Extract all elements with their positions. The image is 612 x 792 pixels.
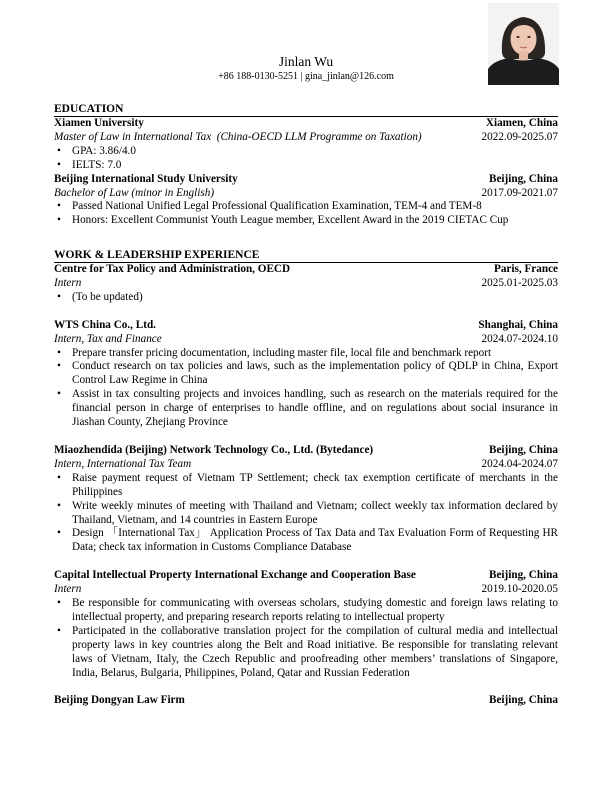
dates: 2019.10-2020.05	[481, 583, 558, 596]
bullet-item: • Write weekly minutes of meeting with Thailand and Vietnam; collect weekly tax information declared by Thailand, Vietnam, and 14 countries in Eastern Europe	[54, 500, 558, 528]
bullet-list	[54, 472, 558, 555]
school-location: Beijing, China	[488, 172, 558, 185]
bullet-list	[54, 145, 558, 173]
education-entry	[54, 173, 558, 229]
education-entry	[54, 117, 558, 173]
experience-entry	[54, 319, 558, 430]
bullet-item: • Prepare transfer pricing documentation, including master file, local file and benchmark report	[54, 347, 558, 361]
school-location: Xiamen, China	[485, 117, 558, 129]
bullet-item: • GPA: 3.86/4.0	[54, 145, 558, 159]
bullet-list	[54, 291, 558, 305]
bullet-item: • Passed National Unified Legal Professional Qualification Examination, TEM-4 and TEM-8	[54, 200, 558, 214]
organization-location: Beijing, China	[488, 569, 558, 582]
contact-info: +86 188-0130-5251 | gina_jinlan@126.com	[218, 71, 394, 82]
experience-section	[54, 248, 558, 722]
experience-entry	[54, 263, 558, 305]
bullet-list	[54, 597, 558, 680]
experience-entry	[54, 569, 558, 680]
degree: Bachelor of Law (minor in English)	[54, 186, 215, 199]
school-name: Xiamen University	[54, 117, 144, 129]
bullet-item: • IELTS: 7.0	[54, 159, 558, 173]
bullet-item: • Assist in tax consulting projects and invoices handling, such as research on the materials required for the financial person in charge of enterprises to handle offline, and on regulations about social insurance in Jiashan County, Zhejiang Province	[54, 388, 558, 430]
bullet-item: • Participated in the collaborative translation project for the compilation of cultural media and intellectual property laws in key countries along the Belt and Road initiative. Be responsible for translating relevant laws of Vietnam, Italy, the Czech Republic and proofreading other members’ translations of Singapore, India, Belarus, Bulgaria, Philippines, Poland, Qatar and Russian Federation	[54, 625, 558, 681]
bullet-list	[54, 200, 558, 228]
organization-name: Capital Intellectual Property International Exchange and Cooperation Base	[54, 569, 416, 582]
experience-entry	[54, 694, 558, 708]
job-role: Intern, Tax and Finance	[54, 332, 162, 345]
section-title-education: EDUCATION	[54, 102, 558, 117]
education-section	[54, 102, 558, 228]
candidate-name: Jinlan Wu	[278, 54, 334, 69]
degree: Master of Law in International Tax (China-OECD LLM Programme on Taxation)	[54, 130, 422, 143]
dates: 2022.09-2025.07	[481, 130, 558, 143]
bullet-list	[54, 347, 558, 430]
dates: 2024.07-2024.10	[481, 332, 558, 345]
bullet-item: • (To be updated)	[54, 291, 558, 305]
resume-header	[0, 53, 612, 83]
job-role: Intern, International Tax Team	[54, 457, 192, 470]
dates: 2024.04-2024.07	[481, 457, 558, 470]
organization-location: Beijing, China	[488, 694, 558, 707]
experience-entry	[54, 444, 558, 555]
organization-name: WTS China Co., Ltd.	[54, 318, 156, 331]
section-title-experience: WORK & LEADERSHIP EXPERIENCE	[54, 248, 558, 263]
bullet-item: • Raise payment request of Vietnam TP Settlement; check tax exemption certificate of merchants in the Philippines	[54, 472, 558, 500]
organization-name: Beijing Dongyan Law Firm	[54, 694, 185, 707]
organization-name: Miaozhendida (Beijing) Network Technology Co., Ltd. (Bytedance)	[54, 443, 374, 456]
bullet-item: • Conduct research on tax policies and laws, such as the implementation policy of QDLP in China, Export Control Law Regime in China	[54, 360, 558, 388]
bullet-item: • Be responsible for communicating with overseas scholars, studying domestic and foreign laws relating to intellectual property, and preparing research reports relating to intellectual property	[54, 597, 558, 625]
dates: 2025.01-2025.03	[481, 276, 558, 289]
organization-name: Centre for Tax Policy and Administration, OECD	[54, 263, 291, 275]
job-role: Intern	[54, 583, 82, 596]
organization-location: Beijing, China	[488, 443, 558, 456]
school-name: Beijing International Study University	[54, 172, 238, 185]
bullet-item: • Design 「International Tax」 Application Process of Tax Data and Tax Evaluation Form of Requesting HR Data; check tax information in Customs Compliance Database	[54, 527, 558, 555]
organization-location: Paris, France	[494, 263, 558, 275]
dates: 2017.09-2021.07	[481, 186, 558, 199]
bullet-item: • Honors: Excellent Communist Youth League member, Excellent Award in the 2019 CIETAC Cup	[54, 214, 558, 228]
organization-location: Shanghai, China	[478, 318, 558, 331]
job-role: Intern	[54, 276, 82, 289]
